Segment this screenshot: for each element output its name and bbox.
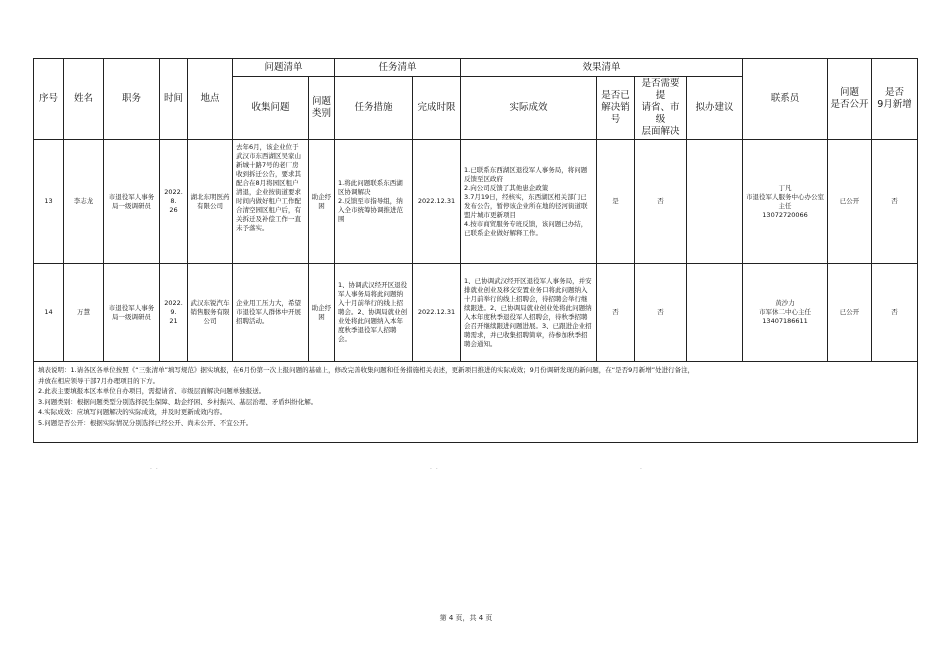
header-post: 职务 (104, 59, 160, 140)
cell-suggestion (687, 264, 743, 362)
cell-result: 1、已协调武汉经开区退役军人事务局，并安排就业创业及移交安置业务口将此问题纳入十月前举行的线上招聘会，待招聘会举行继续跟进。2、已协调局就业创业处将此问题纳入本年度秋季退役军人招聘会，待秋季招聘会召开继续跟进问题进展。3、已跟进企业招聘需求，并已收集招聘简章，待参加秋季招聘会通知。 (461, 264, 597, 362)
note-line: 2.此表主要填报本区本单位自办项目，需提请省、市级层面解决问题单独报送。 (38, 387, 266, 395)
cell-deadline: 2022.12.31 (413, 264, 461, 362)
cell-time: 2022.8. 26 (160, 140, 188, 264)
three-lists-table (33, 58, 918, 443)
header-completion-deadline: 完成时限 (413, 77, 461, 140)
cell-seq: 14 (34, 264, 64, 362)
scan-mark: · (640, 466, 643, 473)
cell-need-higher: 否 (635, 140, 687, 264)
cell-seq: 13 (34, 140, 64, 264)
table-row (34, 264, 918, 362)
header-actual-result: 实际成效 (461, 77, 597, 140)
cell-public: 已公开 (828, 264, 872, 362)
cell-contact: 黄沙力 市军休二中心主任 13407186611 (743, 264, 828, 362)
note-line: 3.问题类别：根据问题类型分别选择民生保障、助企纾困、乡村振兴、基层治理、矛盾纠纷化解。 (38, 397, 318, 406)
cell-problem: 去年6月，该企业位于武汉市东西湖区吴家山新城十路7号的老厂房收到拆迁公告，要求其配合在8月将园区租户清退，企业按街道要求时间内做好租户工作配合清空园区租户后，有关拆迁及补偿工作一直未予落实。 (233, 140, 309, 264)
cell-suggestion (687, 140, 743, 264)
note-line: 填表说明：1.请各区各单位按照《“三张清单”填写规范》据实填报，在6月份第一次上报问题的基础上，修改完善收集问题和任务措施相关表述，更新项目推进的实际成效；9月份调研发现的新问题，在“是否9月新增”处进行备注， (38, 366, 695, 374)
header-new-in-sept: 是否 9月新增 (872, 59, 918, 140)
cell-resolved: 是 (597, 140, 635, 264)
cell-time: 2022.9. 21 (160, 264, 188, 362)
note-line: 5.问题是否公开：根据实际情况分别选择已经公开、尚未公开、不宜公开。 (38, 418, 253, 427)
cell-problem: 企业用工压力大，希望市退役军人群体中开展招聘活动。 (233, 264, 309, 362)
cell-location: 湖北东明医药有限公司 (188, 140, 233, 264)
cell-name: 万慧 (64, 264, 104, 362)
header-contact: 联系员 (743, 59, 828, 140)
scan-mark: · · (150, 466, 159, 473)
header-task-list: 任务清单 (335, 59, 461, 77)
header-time: 时间 (160, 59, 188, 140)
header-seq: 序号 (34, 59, 64, 140)
header-collected-problem: 收集问题 (233, 77, 309, 140)
header-problem-category: 问题 类别 (309, 77, 335, 140)
cell-deadline: 2022.12.31 (413, 140, 461, 264)
cell-post: 市退役军人事务局一级调研员 (104, 140, 160, 264)
header-problem-list: 问题清单 (233, 59, 335, 77)
note-line: 4.实际成效：应填写问题解决的实际成效，并及时更新成效内容。 (38, 408, 227, 416)
cell-category: 助企纾困 (309, 264, 335, 362)
notes-cell (34, 362, 918, 443)
cell-resolved: 否 (597, 264, 635, 362)
cell-category: 助企纾困 (309, 140, 335, 264)
cell-measures: 1、协调武汉经开区退役军人事务局将此问题纳入十月前举行的线上招聘会。2、协调局就业创业处将此问题纳入本年度秋季退役军人招聘会。 (335, 264, 413, 362)
cell-location: 武汉东锐汽车销售服务有限公司 (188, 264, 233, 362)
header-proposed-suggestion: 拟办建议 (687, 77, 743, 140)
cell-contact: 丁凡 市退役军人服务中心办公室主任 13072720066 (743, 140, 828, 264)
cell-new-sept: 否 (872, 140, 918, 264)
scan-mark: · · (430, 466, 439, 473)
notes-row (34, 362, 918, 443)
header-effect-list: 效果清单 (461, 59, 743, 77)
header-resolved: 是否已 解决销 号 (597, 77, 635, 140)
cell-result: 1.已联系东西湖区退役军人事务局，将问题反馈至区政府 2.向公司反馈了其他患企政策 3.7月19日，经核实，东西湖区相关部门已发布公告，暂停该企业所在地的径河街道联盟片城市更新项目 4.按市商贸服务专班反馈，该问题已办结，已联系企业做好解释工作。 (461, 140, 597, 264)
cell-new-sept: 否 (872, 264, 918, 362)
cell-name: 李志龙 (64, 140, 104, 264)
header-location: 地点 (188, 59, 233, 140)
page-footer: 第 4 页，共 4 页 (439, 614, 493, 622)
cell-post: 市退役军人事务局一级调研员 (104, 264, 160, 362)
header-task-measures: 任务措施 (335, 77, 413, 140)
cell-measures: 1.将此问题联系东西湖区协调解决 2.反馈至市指导组，纳入全市统筹协调推进范围 (335, 140, 413, 264)
table-row (34, 140, 918, 264)
header-problem-public: 问题 是否公开 (828, 59, 872, 140)
note-line: 并放在相应领导干部7月办理项目的下方。 (38, 376, 160, 385)
header-name: 姓名 (64, 59, 104, 140)
header-need-higher: 是否需要提 请省、市级 层面解决 (635, 77, 687, 140)
cell-need-higher: 否 (635, 264, 687, 362)
cell-public: 已公开 (828, 140, 872, 264)
